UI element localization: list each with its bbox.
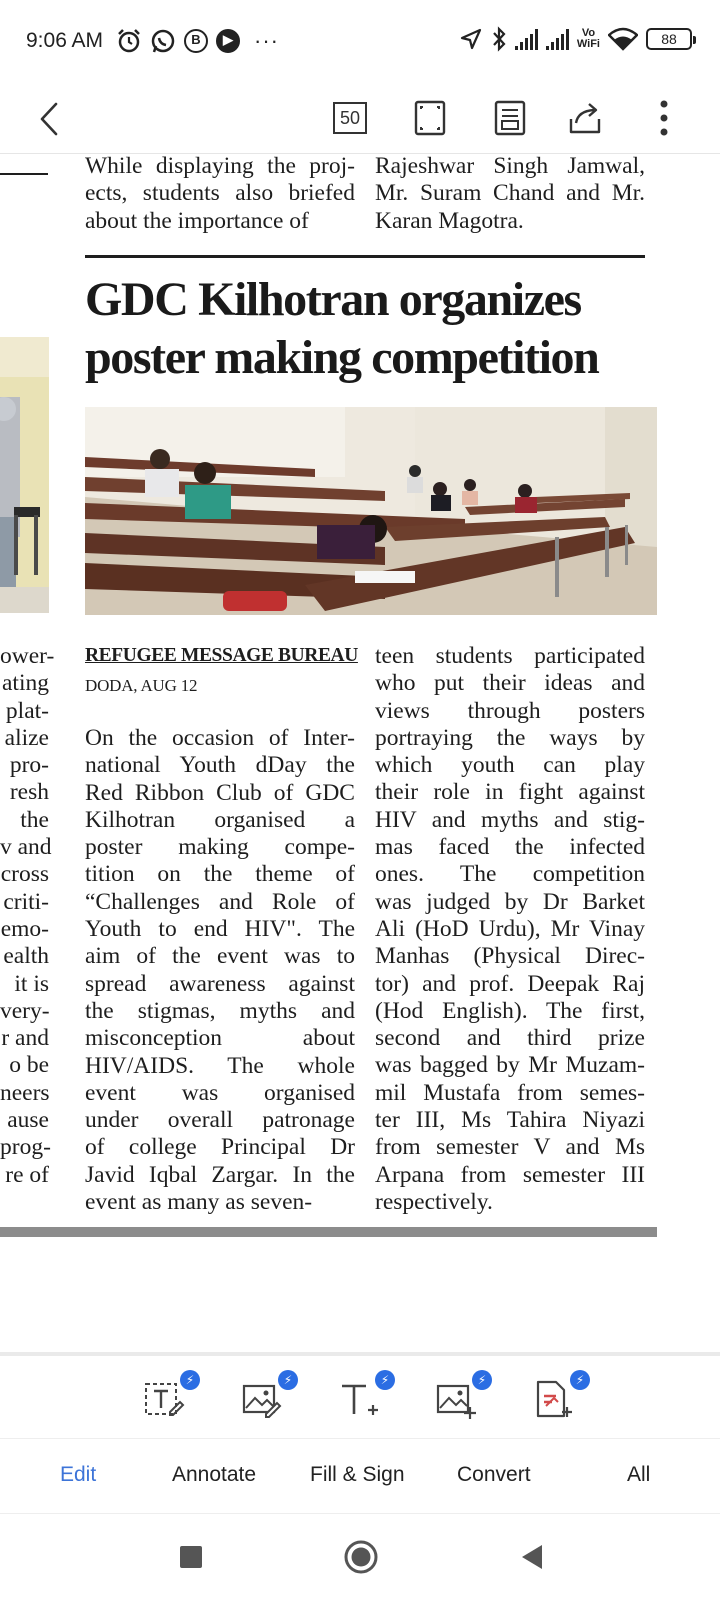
tab-annotate[interactable]: Annotate	[172, 1463, 257, 1486]
document-viewer[interactable]	[0, 155, 720, 1255]
edit-tools-bar	[0, 1352, 720, 1438]
recents-icon	[178, 1544, 204, 1570]
wifi-icon	[608, 27, 638, 51]
recents-button[interactable]	[166, 1534, 216, 1580]
premium-badge: ⚡	[472, 1370, 492, 1390]
adjacent-column-fragments: ower- ating plat- alize pro- resh the v and cross criti- emo- ealth it is very- r and o be neers ause prog- re of	[0, 643, 55, 1188]
b-app-icon: B	[184, 29, 208, 53]
tab-convert[interactable]: Convert	[457, 1463, 531, 1486]
status-bar	[0, 0, 720, 86]
location-icon	[459, 27, 483, 51]
edit-text-button[interactable]	[142, 1373, 195, 1426]
vowifi-icon: Vo WiFi	[576, 27, 600, 50]
add-image-button[interactable]	[434, 1373, 487, 1426]
more-button[interactable]	[640, 94, 688, 142]
back-icon	[30, 94, 74, 144]
signal-2-icon	[546, 28, 569, 50]
top-left-column: While displaying the proj- ects, students also briefed about the importance of	[85, 155, 355, 234]
back-button[interactable]	[30, 94, 74, 144]
tab-fill-sign[interactable]: Fill & Sign	[310, 1463, 405, 1486]
article-body-left-column: On the occasion of Inter- national Youth dDay the Red Ribbon Club of GDC Kilhotran organised a poster making compe- tition on the theme of “Challenges and Role of Youth to end HIV". The aim of the event was to spread awareness against the stigmas, myths and misconception about HIV/AIDS. The whole event was organised under overall patronage of college Principal Dr Javid Iqbal Zargar. In the event as many as seven-	[85, 725, 355, 1216]
article-body-right-column: teen students participated who put their ideas and views through posters portraying the ways by which youth can play their role in fight against HIV and myths and stig- mas faced the infected ones. The competition was judged by Dr Barket Ali (HoD Urdu), Mr Vinay Manhas (Physical Direc- tor) and prof. Deepak Raj (Hod English). The first, second and third prize was bagged by Mr Muzam- mil Mustafa from semes- ter III, Ms Tahira Niyazi from semester V and Ms Arpana from semester III respectively.	[375, 643, 645, 1215]
share-button[interactable]	[561, 94, 609, 142]
bluetooth-icon	[491, 26, 507, 52]
headline-rule	[85, 255, 645, 258]
home-button[interactable]	[336, 1534, 386, 1580]
share-icon	[566, 99, 604, 137]
top-toolbar	[0, 86, 720, 154]
reading-mode-button[interactable]	[486, 94, 534, 142]
article-headline: GDC Kilhotran organizes poster making competition	[85, 273, 599, 384]
reading-mode-icon	[493, 99, 527, 137]
media-app-icon: ▶	[216, 29, 240, 53]
article-dateline: DODA, AUG 12	[85, 676, 198, 695]
edit-image-button[interactable]	[240, 1373, 293, 1426]
more-icon	[658, 98, 670, 138]
convert-pdf-button[interactable]	[532, 1373, 585, 1426]
signal-1-icon	[515, 28, 538, 50]
system-navigation-bar	[0, 1514, 720, 1600]
home-icon	[343, 1539, 379, 1575]
back-nav-icon	[518, 1543, 544, 1571]
premium-badge: ⚡	[375, 1370, 395, 1390]
adjacent-article-photo	[0, 337, 49, 613]
battery-icon: 88	[646, 28, 692, 50]
alarm-icon	[116, 28, 142, 54]
bottom-tab-bar	[0, 1438, 720, 1514]
overflow-dots: ···	[254, 28, 279, 53]
status-time: 9:06 AM	[26, 29, 104, 52]
tab-edit[interactable]: Edit	[60, 1463, 97, 1486]
notification-icons	[116, 28, 279, 54]
back-nav-button[interactable]	[506, 1534, 556, 1580]
page-bottom-bar	[0, 1227, 657, 1237]
premium-badge: ⚡	[180, 1370, 200, 1390]
whatsapp-icon	[150, 28, 176, 54]
page-count: 50	[333, 102, 367, 134]
tab-all[interactable]: All	[627, 1463, 651, 1486]
fullscreen-icon	[413, 99, 447, 137]
fullscreen-button[interactable]	[406, 94, 454, 142]
top-right-column: Rajeshwar Singh Jamwal, Mr. Suram Chand and Mr. Karan Magotra.	[375, 155, 645, 234]
article-photo	[85, 407, 657, 615]
page-count-button[interactable]	[326, 94, 374, 142]
premium-badge: ⚡	[278, 1370, 298, 1390]
article-byline: REFUGEE MESSAGE BUREAU	[85, 645, 358, 666]
premium-badge: ⚡	[570, 1370, 590, 1390]
column-rule	[0, 173, 48, 175]
system-icons	[459, 26, 692, 52]
add-text-button[interactable]	[337, 1373, 390, 1426]
